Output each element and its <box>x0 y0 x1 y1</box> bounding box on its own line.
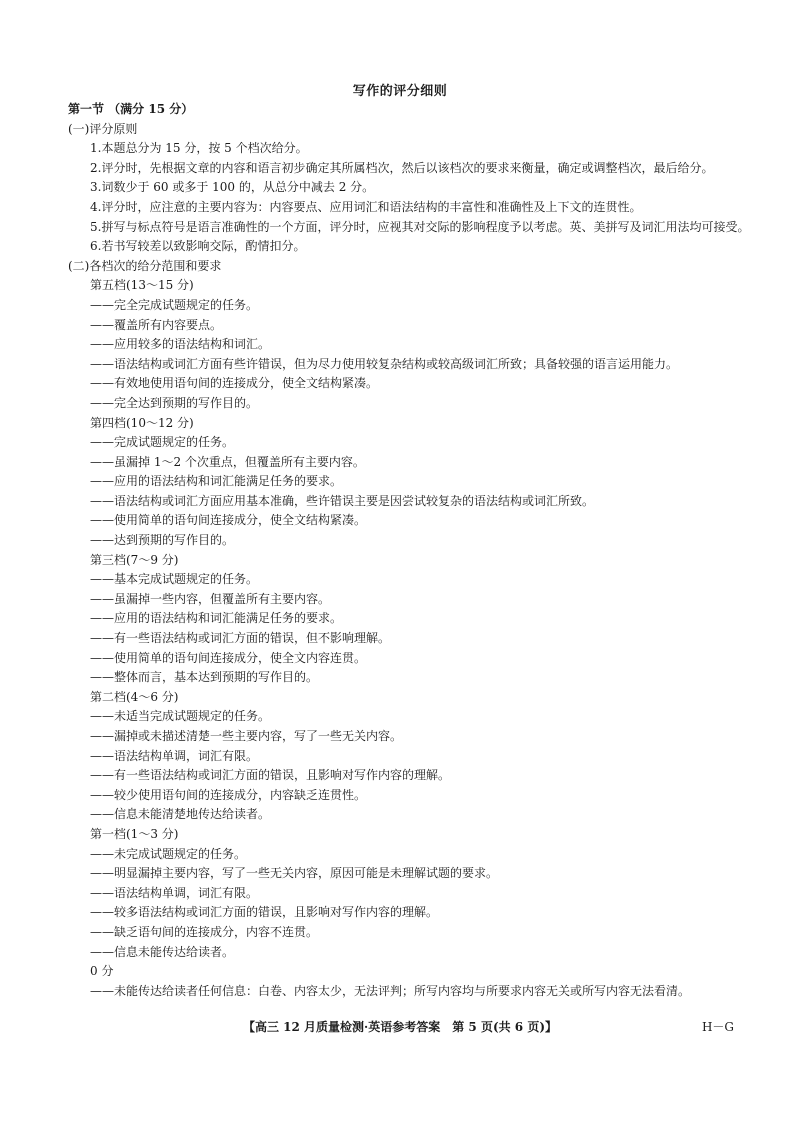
grade-requirement: ——使用简单的语句间连接成分，使全文结构紧凑。 <box>90 513 367 528</box>
principle-item: 5.拼写与标点符号是语言准确性的一个方面，评分时，应视其对交际的影响程度予以考虑。英、美拼写及词汇用法均可接受。 <box>90 219 750 234</box>
grade-requirement: ——信息未能清楚地传达给读者。 <box>90 807 271 822</box>
principles-heading: (一)评分原则 <box>68 121 138 136</box>
document-body <box>68 100 768 1001</box>
footer-page-info: 【高三 12 月质量检测·英语参考答案 第 5 页(共 6 页)】 <box>243 1020 557 1034</box>
section-heading: 第一节 （满分 15 分） <box>68 102 194 116</box>
grade-label: 第三档(7～9 分) <box>90 552 179 567</box>
grade-requirement: ——达到预期的写作目的。 <box>90 533 235 548</box>
grade-requirement: ——未适当完成试题规定的任务。 <box>90 709 271 724</box>
grade-requirement: ——明显漏掉主要内容，写了一些无关内容，原因可能是未理解试题的要求。 <box>90 866 499 881</box>
grade-requirement: ——语法结构单调，词汇有限。 <box>90 885 259 900</box>
grade-requirement: ——信息未能传达给读者。 <box>90 944 235 959</box>
grade-requirement: ——有一些语法结构或词汇方面的错误，且影响对写作内容的理解。 <box>90 768 451 783</box>
grade-requirement: ——完全达到预期的写作目的。 <box>90 395 259 410</box>
grade-label: 第一档(1～3 分) <box>90 826 179 841</box>
page-title: 写作的评分细则 <box>352 84 448 99</box>
grade-requirement: ——较少使用语句间的连接成分，内容缺乏连贯性。 <box>90 787 367 802</box>
principle-item: 6.若书写较差以致影响交际，酌情扣分。 <box>90 239 306 254</box>
principle-item: 4.评分时，应注意的主要内容为：内容要点、应用词汇和语法结构的丰富性和准确性及上下文的连贯性。 <box>90 199 642 214</box>
grade-requirement: ——未完成试题规定的任务。 <box>90 846 247 861</box>
grade-label: 第五档(13～15 分) <box>90 278 194 293</box>
grade-requirement: ——语法结构或词汇方面应用基本准确，些许错误主要是因尝试较复杂的语法结构或词汇所致。 <box>90 493 595 508</box>
principle-item: 1.本题总分为 15 分，按 5 个档次给分。 <box>90 141 308 156</box>
grade-requirement: ——虽漏掉一些内容，但覆盖所有主要内容。 <box>90 591 331 606</box>
grade-requirement: ——应用的语法结构和词汇能满足任务的要求。 <box>90 611 343 626</box>
grade-requirement: ——虽漏掉 1～2 个次重点，但覆盖所有主要内容。 <box>90 454 365 469</box>
grade-requirement: ——未能传达给读者任何信息：白卷、内容太少，无法评判；所写内容均与所要求内容无关或所写内容无法看清。 <box>90 983 691 998</box>
grade-requirement: ——有效地使用语句间的连接成分，使全文结构紧凑。 <box>90 376 379 391</box>
grade-label: 0 分 <box>90 964 114 979</box>
footer-code: H－G <box>701 1020 734 1034</box>
grades-heading: (二)各档次的给分范围和要求 <box>68 258 222 273</box>
grade-requirement: ——较多语法结构或词汇方面的错误，且影响对写作内容的理解。 <box>90 905 439 920</box>
principle-item: 3.词数少于 60 或多于 100 的，从总分中减去 2 分。 <box>90 180 375 195</box>
grade-requirement: ——完全完成试题规定的任务。 <box>90 297 259 312</box>
grade-requirement: ——应用较多的语法结构和词汇。 <box>90 337 271 352</box>
grade-requirement: ——整体而言，基本达到预期的写作目的。 <box>90 670 319 685</box>
grade-requirement: ——有一些语法结构或词汇方面的错误，但不影响理解。 <box>90 631 391 646</box>
grade-label: 第二档(4～6 分) <box>90 689 179 704</box>
grade-requirement: ——基本完成试题规定的任务。 <box>90 572 259 587</box>
grade-requirement: ——漏掉或未描述清楚一些主要内容，写了一些无关内容。 <box>90 729 403 743</box>
grade-requirement: ——语法结构单调，词汇有限。 <box>90 748 259 763</box>
grade-requirement: ——缺乏语句间的连接成分，内容不连贯。 <box>90 924 319 939</box>
grade-requirement: ——语法结构或词汇方面有些许错误，但为尽力使用较复杂结构或较高级词汇所致；具备较强的语言运用能力。 <box>90 356 679 371</box>
grade-requirement: ——应用的语法结构和词汇能满足任务的要求。 <box>90 474 343 489</box>
grade-requirement: ——完成试题规定的任务。 <box>90 435 235 450</box>
principle-item: 2.评分时，先根据文章的内容和语言初步确定其所属档次，然后以该档次的要求来衡量，确定或调整档次，最后给分。 <box>90 160 714 175</box>
page-footer <box>0 1018 800 1038</box>
grade-requirement: ——覆盖所有内容要点。 <box>90 317 223 332</box>
grade-label: 第四档(10～12 分) <box>90 415 194 430</box>
grade-requirement: ——使用简单的语句间连接成分，使全文内容连贯。 <box>90 650 367 665</box>
